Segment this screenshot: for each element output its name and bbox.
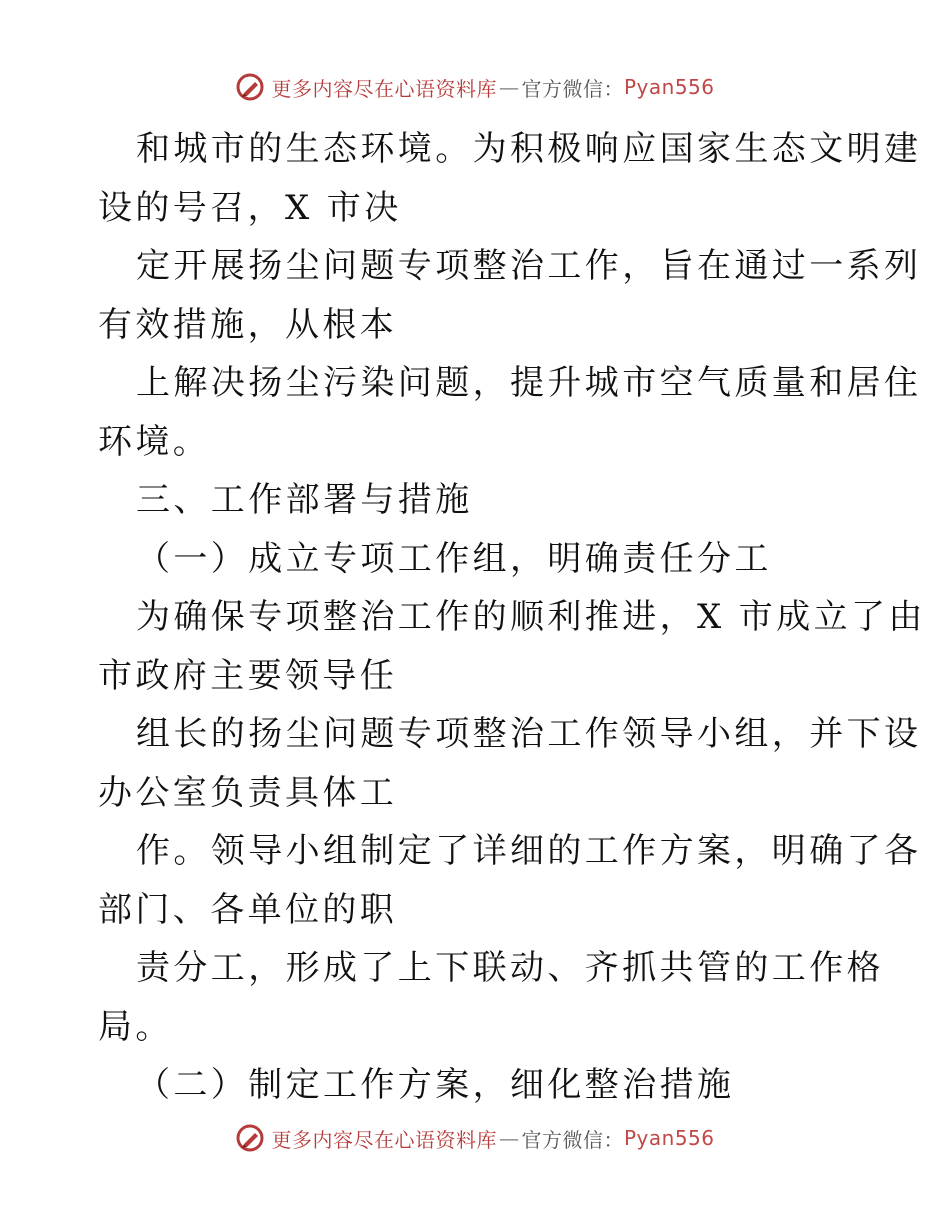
body-line: 有效措施，从根本 (98, 304, 398, 345)
watermark-header (0, 72, 950, 102)
body-line: 设的号召，X 市决 (98, 187, 402, 228)
watermark-wechat-id: Pyan556 (623, 75, 715, 99)
body-line: 定开展扬尘问题专项整治工作，旨在通过一系列 (136, 246, 922, 286)
pen-circle-logo-icon (235, 72, 265, 102)
body-line: 市政府主要领导任 (98, 655, 398, 696)
watermark-separator: — (498, 1126, 520, 1150)
document-body (98, 120, 926, 1115)
watermark-separator: — (498, 75, 520, 99)
pen-circle-logo-icon (235, 1123, 265, 1153)
subsection-heading: （二）制定工作方案，细化整治措施 (136, 1065, 735, 1105)
watermark-main-text: 更多内容尽在心语资料库 (271, 1127, 497, 1152)
watermark-wechat-id: Pyan556 (623, 1126, 715, 1150)
body-line: 局。 (98, 1006, 173, 1047)
body-line: 部门、各单位的职 (98, 889, 398, 930)
body-line: 责分工，形成了上下联动、齐抓共管的工作格 (136, 948, 884, 988)
body-line: 办公室负责具体工 (98, 772, 398, 813)
body-line: 作。领导小组制定了详细的工作方案，明确了各 (136, 831, 922, 871)
body-line: 组长的扬尘问题专项整治工作领导小组，并下设 (136, 714, 922, 754)
body-line: 为确保专项整治工作的顺利推进，X 市成立了由 (136, 597, 926, 637)
subsection-heading: （一）成立专项工作组，明确责任分工 (136, 538, 772, 579)
watermark-main-text: 更多内容尽在心语资料库 (271, 76, 497, 101)
section-heading: 三、工作部署与措施 (136, 480, 473, 520)
body-line: 环境。 (98, 421, 211, 462)
watermark-official-label: 官方微信： (521, 76, 624, 101)
watermark-official-label: 官方微信： (521, 1127, 624, 1152)
watermark-footer (0, 1123, 950, 1153)
body-line: 和城市的生态环境。为积极响应国家生态文明建 (136, 129, 922, 169)
body-line: 上解决扬尘污染问题，提升城市空气质量和居住 (136, 363, 922, 403)
